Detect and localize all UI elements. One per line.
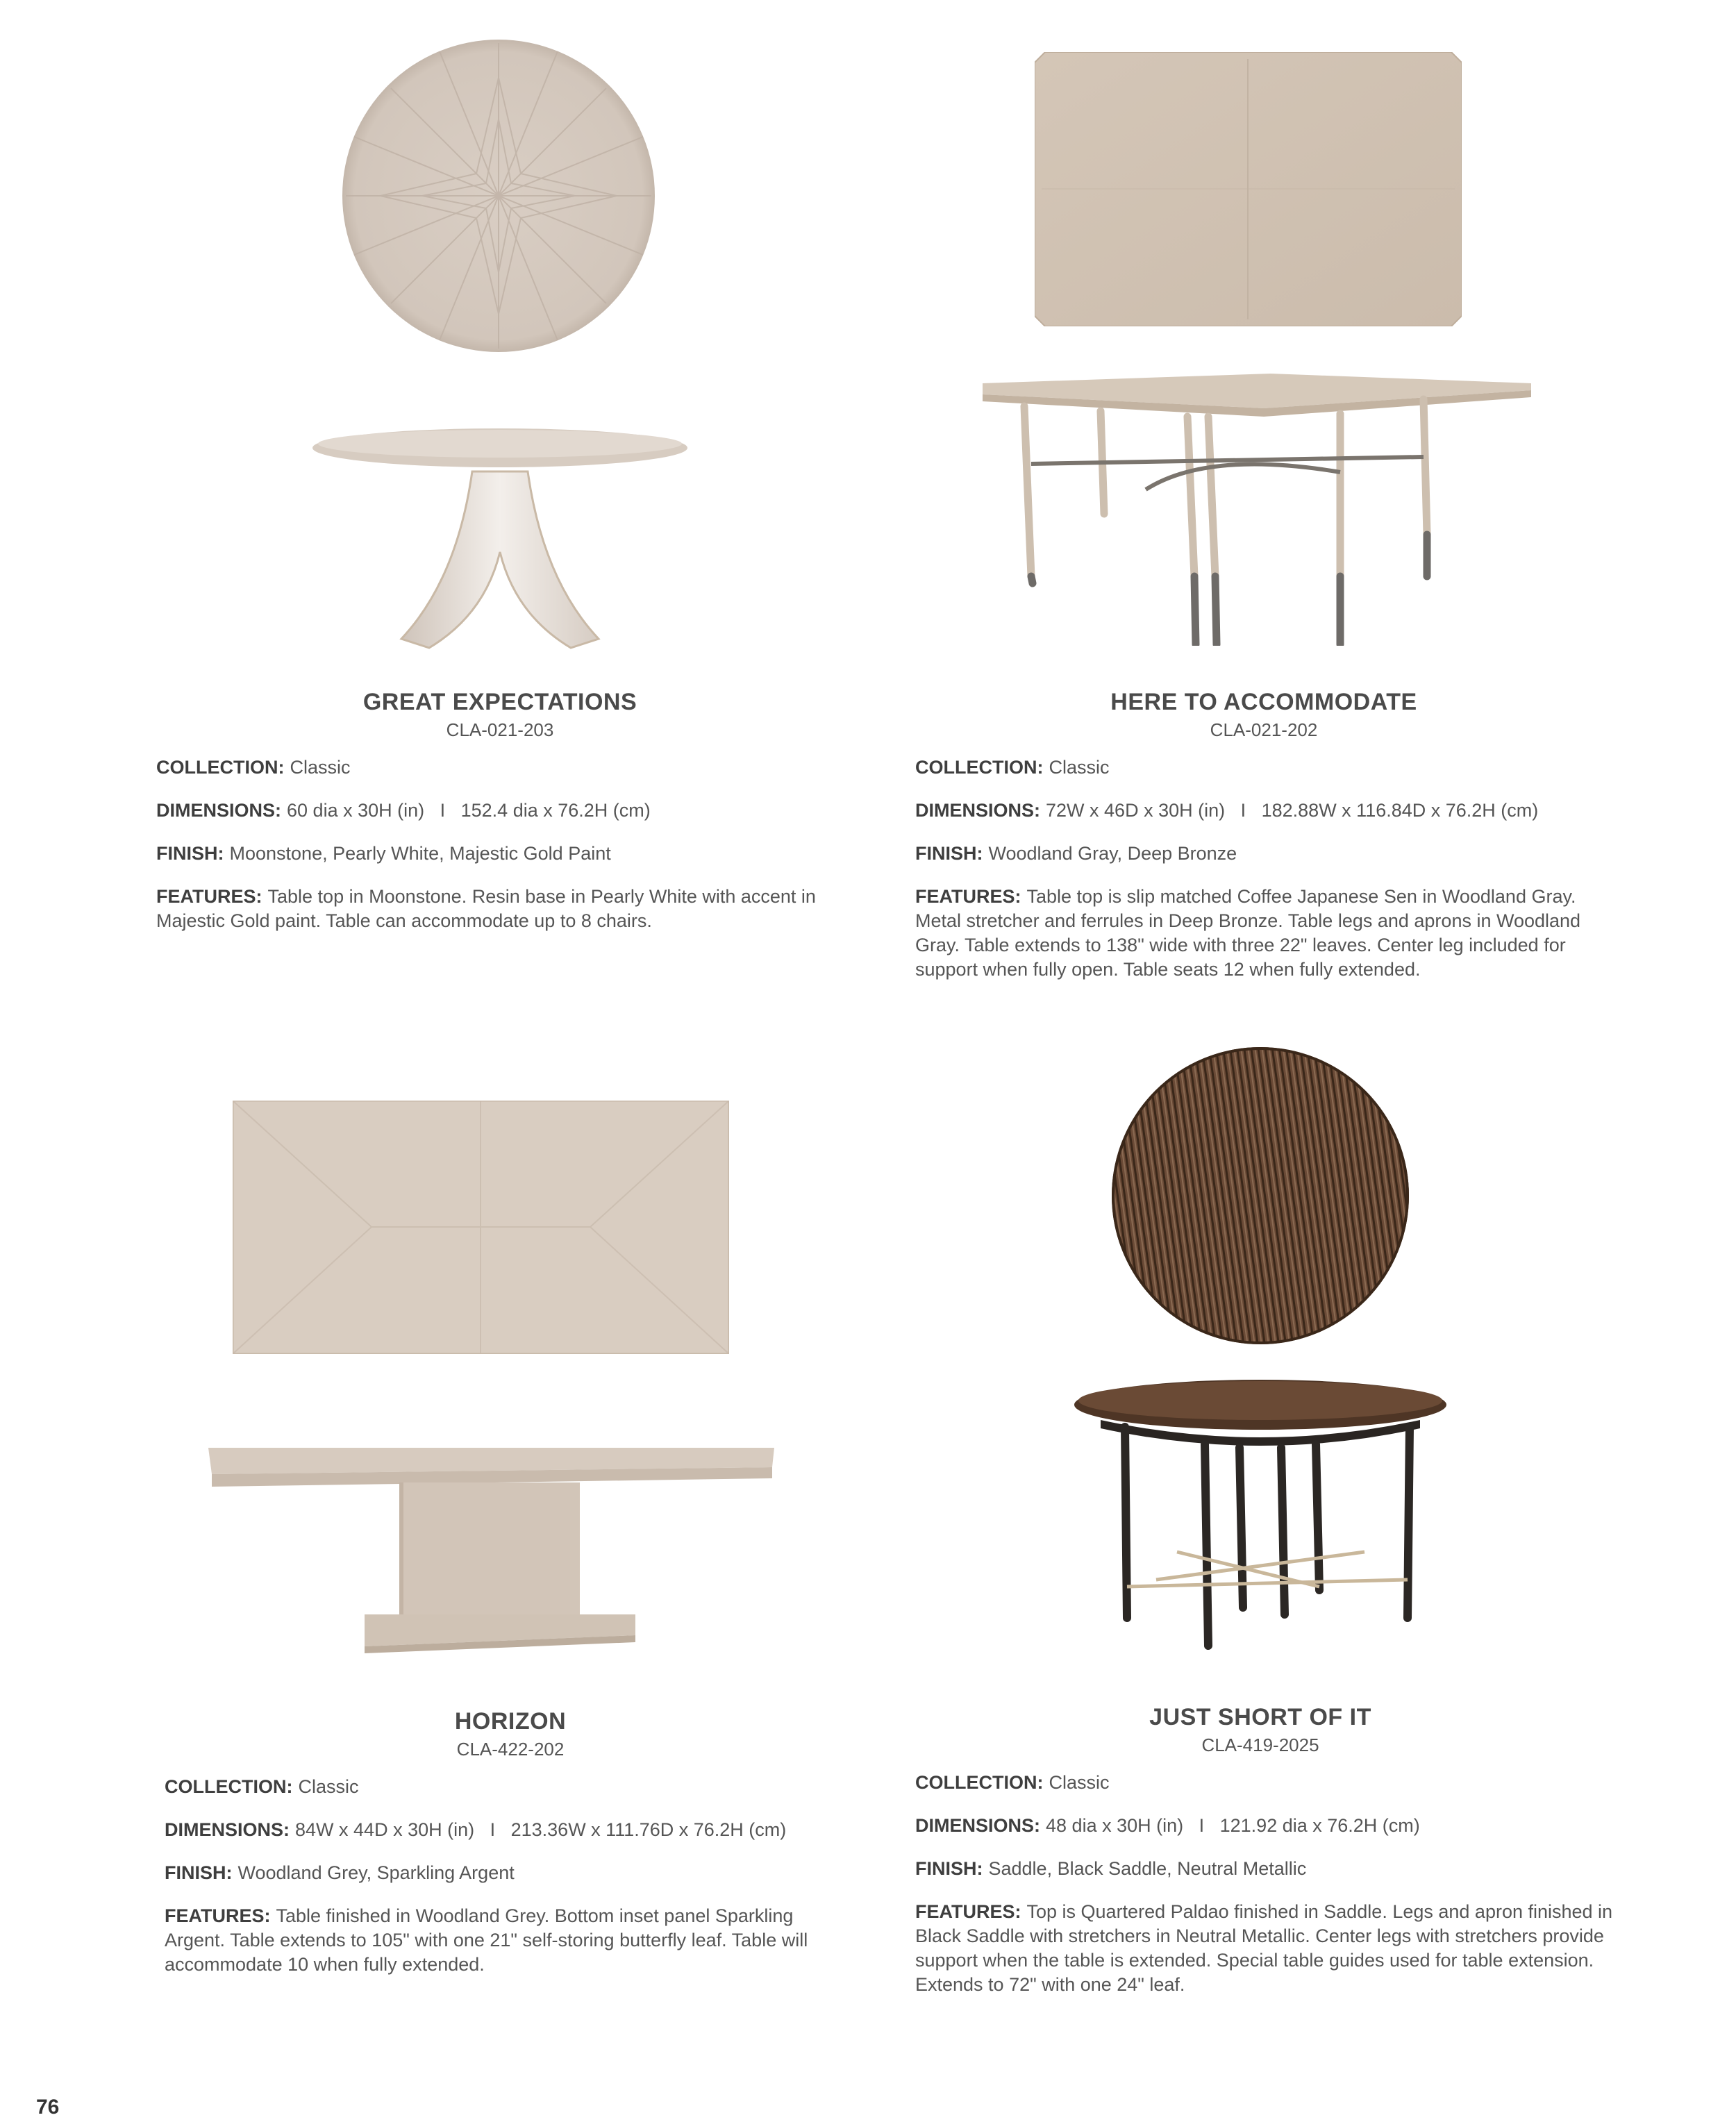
just-short-of-it-table-image xyxy=(1073,1378,1448,1656)
finish-label: FINISH: xyxy=(165,1862,233,1883)
horizon-finish xyxy=(165,1861,873,1885)
features-label: FEATURES: xyxy=(915,1901,1021,1922)
great-expectations-top-image xyxy=(339,36,658,356)
here-to-accommodate-table-image xyxy=(979,368,1531,646)
features-value: Top is Quartered Paldao finished in Saddle. Legs and apron finished in Black Saddle with stretchers in Neutral Metallic. Center legs with stretchers provide support when the table is extended. Special table guides used for table extension. Extends to 72" with one 24" leaf. xyxy=(915,1901,1613,1995)
here-to-accommodate-top-image xyxy=(1035,52,1462,326)
great-expectations-table-image xyxy=(311,427,690,656)
dimensions-value: 48 dia x 30H (in) I 121.92 dia x 76.2H (cm) xyxy=(1046,1815,1420,1836)
here-to-accommodate-collection xyxy=(915,755,1624,780)
horizon-sku: CLA-422-202 xyxy=(456,1739,565,1760)
great-expectations-sku: CLA-021-203 xyxy=(446,719,554,740)
finish-label: FINISH: xyxy=(156,843,224,864)
horizon-features xyxy=(165,1904,845,1977)
collection-value: Classic xyxy=(1049,1772,1110,1793)
here-to-accommodate-sku: CLA-021-202 xyxy=(1210,719,1318,740)
dimensions-value: 72W x 46D x 30H (in) I 182.88W x 116.84D x 76.2H (cm) xyxy=(1046,800,1539,821)
horizon-title: HORIZON xyxy=(454,1708,567,1735)
collection-value: Classic xyxy=(298,1776,359,1797)
just-short-of-it-finish xyxy=(915,1857,1624,1881)
just-short-of-it-features xyxy=(915,1900,1624,1997)
features-label: FEATURES: xyxy=(915,886,1021,907)
great-expectations-title: GREAT EXPECTATIONS xyxy=(362,689,637,715)
finish-value: Woodland Grey, Sparkling Argent xyxy=(237,1862,515,1883)
great-expectations-collection xyxy=(156,755,865,780)
dimensions-label: DIMENSIONS: xyxy=(156,800,282,821)
just-short-of-it-top-image xyxy=(1111,1046,1410,1345)
horizon-table-image xyxy=(208,1441,774,1670)
page-number: 76 xyxy=(36,2096,60,2119)
features-value: Table finished in Woodland Grey. Bottom inset panel Sparkling Argent. Table extends to 105" with one 21" self-storing butterfly leaf. Table will accommodate 10 when fully extended. xyxy=(165,1905,808,1975)
dimensions-value: 84W x 44D x 30H (in) I 213.36W x 111.76D x 76.2H (cm) xyxy=(295,1819,787,1840)
great-expectations-features xyxy=(156,885,865,933)
finish-value: Saddle, Black Saddle, Neutral Metallic xyxy=(988,1858,1307,1879)
collection-value: Classic xyxy=(1049,757,1110,778)
finish-label: FINISH: xyxy=(915,843,983,864)
horizon-collection xyxy=(165,1775,873,1799)
collection-label: COLLECTION: xyxy=(165,1776,293,1797)
dimensions-value: 60 dia x 30H (in) I 152.4 dia x 76.2H (cm) xyxy=(287,800,651,821)
dimensions-label: DIMENSIONS: xyxy=(915,1815,1041,1836)
finish-label: FINISH: xyxy=(915,1858,983,1879)
features-value: Table top in Moonstone. Resin base in Pearly White with accent in Majestic Gold paint. Table can accommodate up to 8 chairs. xyxy=(156,886,816,931)
features-label: FEATURES: xyxy=(165,1905,271,1926)
finish-value: Woodland Gray, Deep Bronze xyxy=(988,843,1237,864)
just-short-of-it-sku: CLA-419-2025 xyxy=(1201,1735,1319,1755)
here-to-accommodate-title: HERE TO ACCOMMODATE xyxy=(1110,689,1417,715)
great-expectations-dimensions xyxy=(156,799,865,823)
horizon-dimensions xyxy=(165,1818,873,1842)
dimensions-label: DIMENSIONS: xyxy=(915,800,1041,821)
just-short-of-it-collection xyxy=(915,1771,1624,1795)
collection-value: Classic xyxy=(290,757,351,778)
finish-value: Moonstone, Pearly White, Majestic Gold Paint xyxy=(229,843,611,864)
here-to-accommodate-features xyxy=(915,885,1610,982)
collection-label: COLLECTION: xyxy=(915,757,1044,778)
great-expectations-finish xyxy=(156,842,865,866)
just-short-of-it-title: JUST SHORT OF IT xyxy=(1149,1704,1371,1730)
here-to-accommodate-dimensions xyxy=(915,799,1624,823)
horizon-top-image xyxy=(233,1101,729,1354)
collection-label: COLLECTION: xyxy=(915,1772,1044,1793)
features-value: Table top is slip matched Coffee Japanese Sen in Woodland Gray. Metal stretcher and ferrules in Deep Bronze. Table legs and aprons in Woodland Gray. Table extends to 138" wide with three 22" leaves. Center leg included for support when fully open. Table seats 12 when fully extended. xyxy=(915,886,1581,980)
here-to-accommodate-finish xyxy=(915,842,1624,866)
just-short-of-it-dimensions xyxy=(915,1814,1624,1838)
features-label: FEATURES: xyxy=(156,886,262,907)
dimensions-label: DIMENSIONS: xyxy=(165,1819,290,1840)
collection-label: COLLECTION: xyxy=(156,757,285,778)
